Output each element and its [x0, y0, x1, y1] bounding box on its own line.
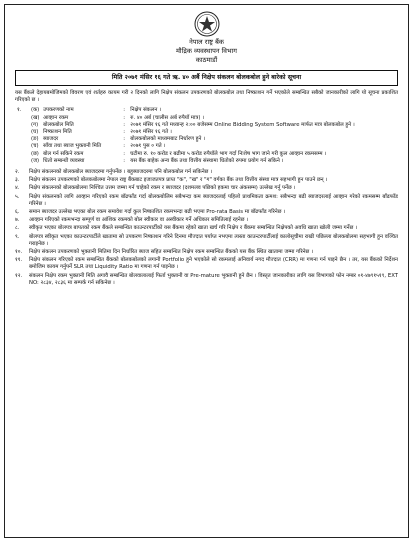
- detail-row: [17, 151, 389, 158]
- notice-point: [15, 177, 398, 184]
- point-text: निक्षेप संकलनको बोलकबोल ब्याजदरमा गर्नुपर्नेछ । बहुब्याजदरमा पनि बोलकबोल गर्न सकिनेछ ।: [29, 169, 213, 176]
- detail-value: २०७१ मंसिर १६ गते ।: [130, 129, 172, 136]
- notice-point: [15, 249, 398, 256]
- notice-point: [15, 169, 398, 176]
- detail-sub-letter: (ज): [31, 157, 40, 164]
- point-number: ९.: [15, 233, 20, 240]
- notice-point: [15, 209, 398, 216]
- detail-colon: :: [123, 121, 126, 128]
- intro-paragraph: यस बैंकले देहायबमोजिमको विवरण एवं शर्तहरु कायम गरी २ दिनको लागि निक्षेप संकलन उपकरणको बोलकबोल तथा निष्काशन गर्ने भएकोले सम्बन्धित सबैको जानकारीको लागि यो सूचना प्रकाशित गरिएको छ ।: [15, 90, 398, 104]
- detail-value: निक्षेप संकलन ।: [130, 107, 161, 114]
- detail-value: घटीमा रु. १० करोड र बढीमा ५ करोड रुपैयाँले भाग गर्दा निःशेष भाग जाने गरी कुल आव्हान रकमसम्म ।: [130, 150, 327, 157]
- detail-value: रु. ४० अर्ब (चालीस अर्ब रुपैयाँ मात्र) ।: [130, 114, 205, 121]
- point-number: ४.: [15, 185, 20, 192]
- point-number: १२.: [15, 272, 23, 279]
- detail-label: निष्काशन मिति: [43, 129, 72, 136]
- point-text: आव्हान गरिएको रकमभन्दा सम्पूर्ण वा आंशिक रकमको बोल स्वीकार वा अस्वीकार गर्ने अधिकार समितिलाई रहनेछ ।: [29, 217, 249, 224]
- notice-point: [15, 194, 398, 208]
- point-number: ११.: [15, 257, 23, 264]
- detail-label: बोल गर्न सकिने रकम: [43, 150, 84, 157]
- points-list: [15, 169, 398, 287]
- detail-label: उपकरणको नाम: [43, 107, 74, 114]
- notice-point: [15, 234, 398, 248]
- detail-colon: :: [123, 129, 126, 136]
- point-text: बोलपत्र स्वीकृत भएका काउन्टरपार्टीले खातामा सो उपकरण निष्काशन गरिने दिनमा मौज्दात पर्याप्त नभएमा त्यस्ता काउन्टरपार्टीलाई कालोसूचीमा राखी पछिल्ला बोलकबोलमा सहभागी हुन वञ्चित गराइनेछ ।: [29, 233, 398, 247]
- detail-sub-letter: (ङ): [31, 136, 39, 143]
- detail-sub-letter: (घ): [31, 129, 39, 136]
- notice-title: मिति २०७१ मंसिर १६ गते ऋ. ४० अर्बै निक्षेप संकलन बोलकबोल हुने बारेको सूचना: [15, 70, 398, 86]
- detail-label: बोलकबोल मिति: [43, 121, 74, 128]
- point-text: निक्षेप संकलनको लागि आव्हान गरिएको रकम बाँढफाँड गर्दा बोलकबोलिम सबैभन्दा कम ब्याजदरलाई पहिलो प्राथमिकता क्रमश: सबैभन्दा बढी ब्याजदरलाई आव्हान गरेको रकमसम्म बाँढफाँड गरिनेछ ।: [29, 193, 398, 207]
- detail-sub-letter: (छ): [31, 150, 39, 157]
- detail-colon: :: [123, 136, 126, 143]
- detail-colon: :: [123, 157, 126, 164]
- detail-number: [17, 151, 31, 158]
- detail-row: [17, 158, 389, 165]
- nrb-emblem-icon: [194, 11, 220, 37]
- point-number: ७.: [15, 217, 20, 224]
- notice-point: [15, 185, 398, 192]
- detail-value: बोलकबोलको माध्यमबाट निर्धारण हुने ।: [130, 136, 206, 143]
- detail-number: [17, 129, 31, 136]
- notice-point: [15, 217, 398, 224]
- detail-sub-letter: (ग): [31, 121, 39, 128]
- detail-label: ब्याजदर: [43, 136, 59, 143]
- org-name: नेपाल राष्ट्र बैंक: [189, 38, 224, 46]
- detail-value: यस बैंक बाहेक अन्य बैंक तथा वित्तीय संस्थामा धितोको रुपमा प्रयोग गर्न सकिने ।: [130, 157, 284, 164]
- point-number: ६.: [15, 209, 20, 216]
- notice-point: [15, 225, 398, 232]
- point-number: ८.: [15, 225, 20, 232]
- detail-label: धितो सम्बन्धी व्यवस्था: [43, 157, 85, 164]
- point-text: निक्षेप संकलन गरिएको रकम सम्बन्धित बैंकको बोलकबोलको लगानी Portfolio हुने भएकोले सो रकमलाई अनिवार्य नगद मौज्दात (CRR) मा गणना गर्न पाइने छैन । तर, यस बैंकको निर्देशन बमोजिम कायम गर्नुपर्ने SLR तथा Liquidity Ratio मा गणना गर्न पाइनेछ ।: [29, 257, 398, 271]
- detail-number: [17, 143, 31, 150]
- notice-header: [5, 5, 408, 65]
- department-name: मौद्रिक व्यवस्थापन विभाग: [175, 47, 238, 55]
- detail-colon: :: [123, 150, 126, 157]
- detail-colon: :: [123, 107, 126, 114]
- detail-label: साँवा तथा ब्याज भुक्तानी मिति: [43, 143, 102, 150]
- detail-sub-letter: (क): [31, 107, 40, 114]
- point-text: निक्षेप संकलनको बोलकबोलमा निश्चित उत्तम जम्मा गर्न चाहेको रकम र ब्याजदर (दशमलव पछिको हकमा चार अंकसम्म) उल्लेख गर्नु पर्नेछ ।: [29, 185, 296, 192]
- detail-colon: :: [123, 114, 126, 121]
- detail-row: [17, 122, 389, 129]
- notice-point: [15, 273, 398, 287]
- details-table: [17, 107, 389, 165]
- point-text: निक्षेप संकलन उपकरणको बोलकबोलमा नेपाल राष्ट्र बैंकबाट इजाजतपत्र प्राप्त "क", "ख" र "ग" वर्गका बैंक तथा वित्तीय संस्था मात्र सहभागी हुन पाउने छन् ।: [29, 177, 328, 184]
- detail-row: [17, 143, 389, 150]
- point-text: संकलन निक्षेप रकम भुक्तानी मिति अगावै सम्बन्धित बोलवालालाई फिर्ता भुक्तानी वा Pre-mature भुक्तानी हुने छैन । विस्तृत जानकारीका लागि यस विभागको फोन नम्बर ०१-४७९१५१९, EXT NO: २८३४, २८३६ मा सम्पर्क गर्न सकिनेछ ।: [29, 272, 398, 286]
- point-text: समान ब्याजदर उल्लेख भएका बोल रकम समावेश गर्दा कुल निष्काशित रकमभन्दा बढी भएमा Pro-rata Basis मा बाँढफाँड गरिनेछ ।: [29, 209, 286, 216]
- detail-value: २०७१ मंसिर १६ गते मध्यान्ह २:०० बजेसम्म Online Bidding System Software मार्फत मात्र बोलकबोल हुने ।: [130, 121, 355, 128]
- detail-number: [17, 115, 31, 122]
- point-text: स्वीकृत भएका बोलपत्र बापतको रकम बैंकले सम्बन्धित काउन्टरपार्टीको यस बैंकमा रहेको खाता खर्च गरि निक्षेप र बैंकमा सम्बन्धित निक्षेपको अवधि खाता खोली जम्मा गर्नेछ ।: [29, 225, 358, 232]
- point-number: १०.: [15, 249, 23, 256]
- detail-row: [17, 115, 389, 122]
- point-text: निक्षेप संकलन उपकरणको भुक्तानी मितिमा दिन निर्धारित ब्याज सहित सम्बन्धित निक्षेप रकम सम्बन्धित बैंकको यस बैंक स्थित खातामा जम्मा गरिनेछ ।: [29, 249, 313, 256]
- point-number: ३.: [15, 177, 20, 184]
- office-location: काठमाडौं: [195, 56, 218, 64]
- point-number: २.: [15, 169, 20, 176]
- notice-page: [4, 4, 409, 538]
- point-number: ५.: [15, 193, 20, 200]
- detail-colon: :: [123, 143, 126, 150]
- detail-sub-letter: (ख): [31, 114, 40, 121]
- detail-number: [17, 158, 31, 165]
- detail-sub-letter: (च): [31, 143, 39, 150]
- detail-number: [17, 136, 31, 143]
- detail-number: [17, 122, 31, 129]
- detail-value: २०७१ पुस ० गते ।: [130, 143, 166, 150]
- detail-number: १.: [17, 107, 22, 114]
- detail-label: आव्हान रकम: [43, 114, 69, 121]
- notice-point: [15, 257, 398, 271]
- detail-row: [17, 107, 389, 114]
